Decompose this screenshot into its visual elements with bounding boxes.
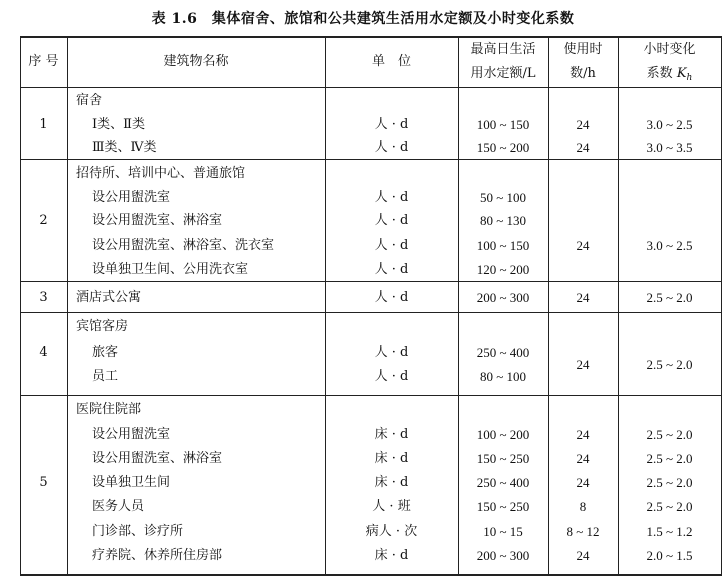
item-quota: 250 ~ 400	[476, 475, 530, 490]
item-quota: 100 ~ 200	[476, 427, 530, 442]
item-quota: 50 ~ 100	[479, 190, 527, 205]
rule-left	[20, 36, 21, 576]
item-kh: 3.0 ~ 2.5	[646, 117, 693, 132]
item-hours: 8 ~ 12	[566, 524, 600, 539]
item-kh: 2.5 ~ 2.0	[646, 451, 693, 466]
item-unit: 人 · d	[374, 140, 409, 155]
rule-group-2-bottom	[20, 281, 722, 282]
rule-col-unit	[458, 36, 459, 576]
item-hours: 24	[576, 427, 590, 442]
item-quota: 200 ~ 300	[476, 548, 530, 563]
item-kh: 2.5 ~ 2.0	[646, 499, 693, 514]
item-kh: 1.5 ~ 1.2	[646, 524, 693, 539]
item-kh: 2.5 ~ 2.0	[646, 427, 693, 442]
item-quota: 120 ~ 200	[476, 262, 530, 277]
item-quota: 150 ~ 250	[476, 451, 530, 466]
item-unit: 床 · d	[374, 427, 409, 442]
item-unit: 人 · d	[374, 213, 409, 228]
item-unit: 床 · d	[374, 475, 409, 490]
row-no: 1	[39, 117, 48, 132]
row-no: 5	[39, 475, 48, 490]
item-quota: 150 ~ 250	[476, 499, 530, 514]
item-name: 疗养院、休养所住房部	[92, 548, 223, 563]
rule-group-1-bottom	[20, 159, 722, 160]
item-unit: 人 · d	[374, 262, 409, 277]
item-hours: 24	[576, 451, 590, 466]
item-name: 设单独卫生间、公用洗衣室	[92, 262, 249, 277]
item-name: 设公用盥洗室	[92, 427, 171, 442]
item-unit: 人 · 班	[372, 499, 411, 514]
water-quota-table	[20, 36, 722, 576]
header-quota-line1: 最高日生活	[470, 42, 536, 57]
row-no: 2	[39, 213, 48, 228]
item-kh: 2.5 ~ 2.0	[646, 290, 693, 305]
item-name: 设公用盥洗室、淋浴室	[92, 451, 223, 466]
item-unit: 人 · d	[374, 238, 409, 253]
item-unit: 床 · d	[374, 451, 409, 466]
group-hours: 24	[576, 238, 590, 253]
item-hours: 24	[576, 140, 590, 155]
header-name: 建筑物名称	[163, 54, 229, 69]
item-kh: 3.0 ~ 3.5	[646, 140, 693, 155]
item-name: Ⅲ类、Ⅳ类	[92, 140, 157, 155]
header-kh-subscript: h	[686, 73, 693, 83]
item-quota: 100 ~ 150	[476, 238, 530, 253]
item-unit: 病人 · 次	[365, 524, 418, 539]
item-quota: 200 ~ 300	[476, 290, 530, 305]
row-no: 3	[39, 290, 48, 305]
rule-right	[721, 36, 722, 576]
item-name: 员工	[92, 369, 119, 384]
header-hours-line2: 数/h	[570, 66, 596, 81]
group-kh: 3.0 ~ 2.5	[646, 238, 693, 253]
rule-header-bottom	[20, 87, 722, 88]
item-name: 旅客	[92, 345, 119, 360]
item-hours: 24	[576, 117, 590, 132]
item-name: 设单独卫生间	[92, 475, 171, 490]
item-unit: 人 · d	[374, 369, 409, 384]
item-unit: 人 · d	[374, 345, 409, 360]
item-quota: 250 ~ 400	[476, 345, 530, 360]
item-name: 酒店式公寓	[76, 290, 142, 305]
group-hours: 24	[576, 357, 590, 372]
item-hours: 24	[576, 290, 590, 305]
rule-col-no	[67, 36, 68, 576]
rule-col-hours	[618, 36, 619, 576]
row-no: 4	[39, 345, 48, 360]
rule-group-4-bottom	[20, 395, 722, 396]
item-unit: 床 · d	[374, 548, 409, 563]
rule-col-name	[325, 36, 326, 576]
item-hours: 8	[579, 499, 587, 514]
item-name: 设公用盥洗室	[92, 190, 171, 205]
group-title: 宿舍	[76, 93, 103, 108]
item-quota: 10 ~ 15	[483, 524, 523, 539]
item-unit: 人 · d	[374, 190, 409, 205]
item-unit: 人 · d	[374, 117, 409, 132]
rule-col-quota	[548, 36, 549, 576]
group-title: 招待所、培训中心、普通旅馆	[76, 166, 246, 181]
item-hours: 24	[576, 548, 590, 563]
rule-top	[20, 36, 722, 38]
group-title: 医院住院部	[76, 402, 142, 417]
group-title: 宾馆客房	[76, 319, 129, 334]
header-kh-line2	[618, 67, 721, 83]
header-no: 序 号	[28, 54, 59, 69]
item-name: 门诊部、诊疗所	[92, 524, 184, 539]
rule-bottom	[20, 574, 722, 576]
item-name: 医务人员	[92, 499, 145, 514]
item-kh: 2.5 ~ 2.0	[646, 475, 693, 490]
item-unit: 人 · d	[374, 290, 409, 305]
item-hours: 24	[576, 475, 590, 490]
item-quota: 80 ~ 130	[479, 213, 527, 228]
group-kh: 2.5 ~ 2.0	[646, 357, 693, 372]
header-kh-symbol: K	[676, 66, 687, 81]
header-kh-prefix: 系数	[646, 66, 677, 81]
table-caption: 表 1.6 集体宿舍、旅馆和公共建筑生活用水定额及小时变化系数	[151, 11, 575, 27]
item-name: Ⅰ类、Ⅱ类	[92, 117, 145, 132]
item-name: 设公用盥洗室、淋浴室	[92, 213, 223, 228]
item-quota: 100 ~ 150	[476, 117, 530, 132]
rule-group-3-bottom	[20, 312, 722, 313]
header-kh-line1: 小时变化	[643, 42, 696, 57]
header-hours-line1: 使用时	[563, 42, 603, 57]
item-kh: 2.0 ~ 1.5	[646, 548, 693, 563]
item-quota: 80 ~ 100	[479, 369, 527, 384]
header-unit: 单 位	[371, 54, 411, 69]
header-quota-line2: 用水定额/L	[470, 66, 536, 81]
item-quota: 150 ~ 200	[476, 140, 530, 155]
item-name: 设公用盥洗室、淋浴室、洗衣室	[92, 238, 275, 253]
